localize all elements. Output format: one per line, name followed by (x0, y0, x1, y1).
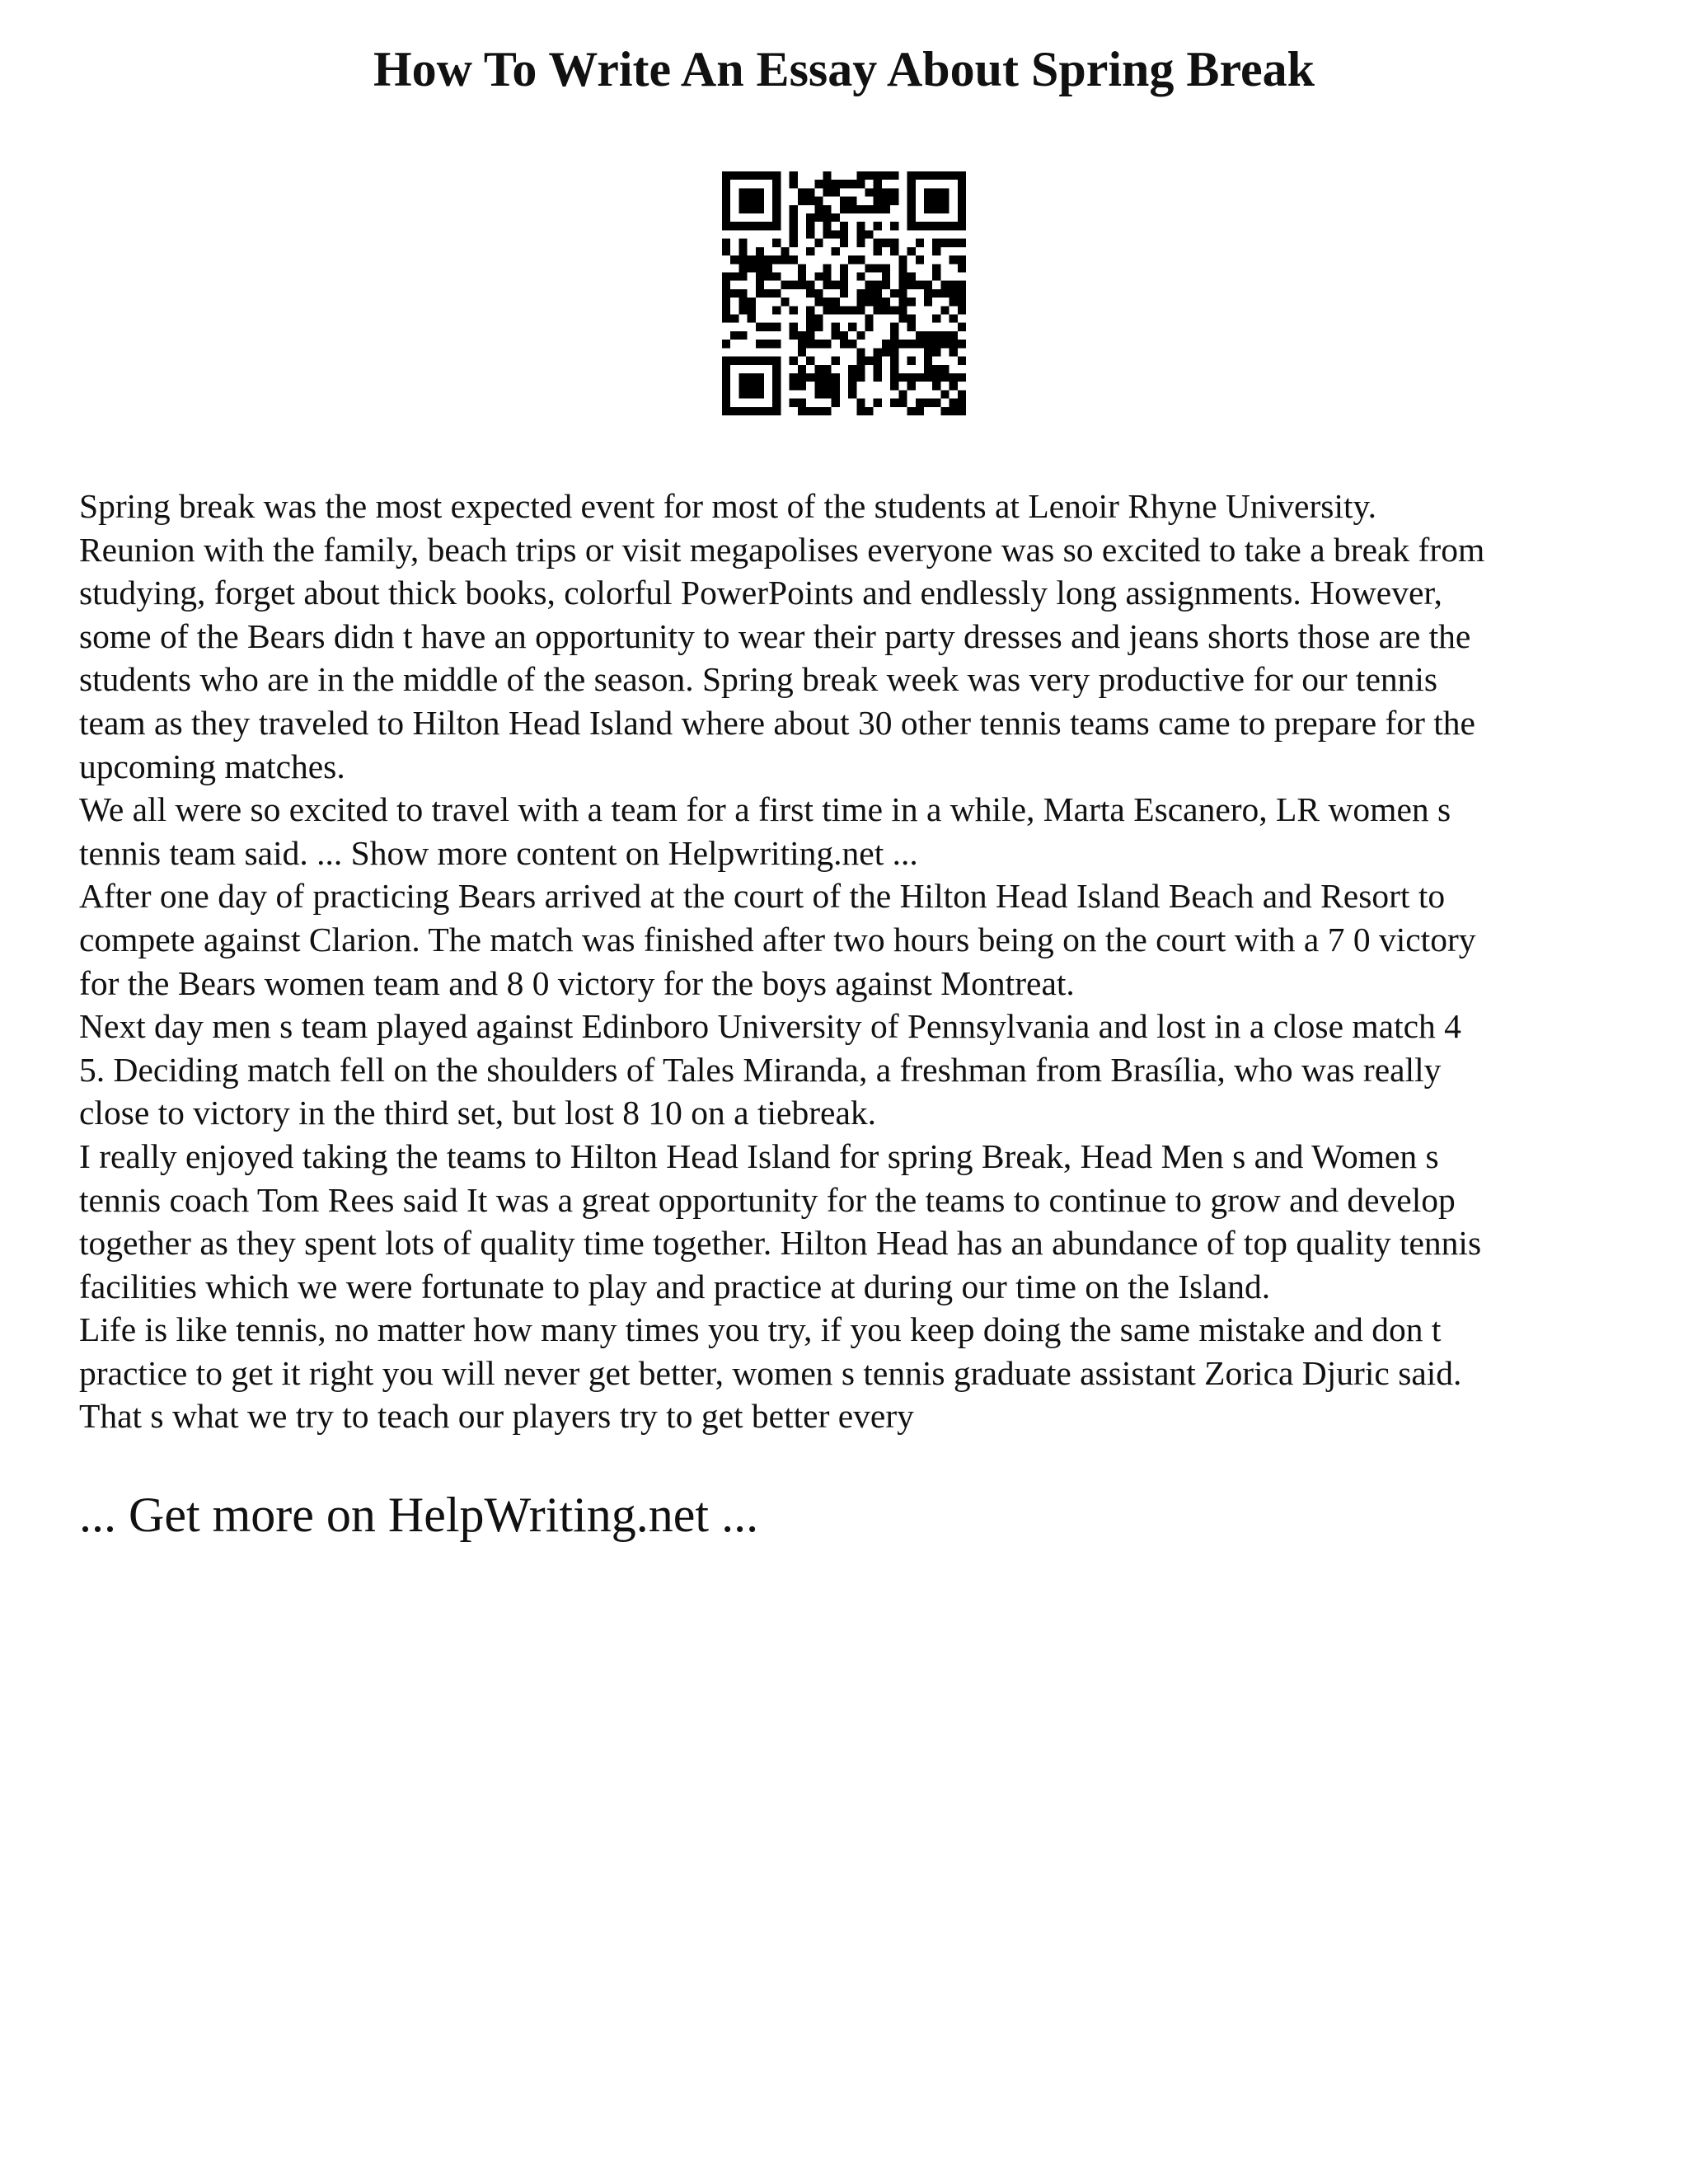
essay-paragraph: Life is like tennis, no matter how many times you try, if you keep doing the same mistake and don t practice to get it right you will never get better, women s tennis graduate assistant Zorica Djuric said. That s what we try to teach our players try to get better every (79, 1310, 1462, 1436)
essay-paragraph: After one day of practicing Bears arrived at the court of the Hilton Head Island Beach and Resort to compete against Clarion. The match was finished after two hours being on the court with a 7 0 victory for the Bears women team and 8 0 victory for the boys against Montreat. (79, 877, 1476, 1002)
essay-body (79, 485, 1629, 1438)
more-content-link[interactable]: ... Get more on HelpWriting.net ... (79, 1488, 759, 1542)
essay-paragraph: Next day men s team played against Edinboro University of Pennsylvania and lost in a close match 4 5. Deciding match fell on the shoulders of Tales Miranda, a freshman from Brasília, who was really close to victory in the third set, but lost 8 10 on a tiebreak. (79, 1007, 1461, 1132)
essay-paragraph: We all were so excited to travel with a team for a first time in a while, Marta Escanero, LR women s tennis team said. ... Show more content on Helpwriting.net ... (79, 790, 1451, 872)
essay-paragraph: I really enjoyed taking the teams to Hilton Head Island for spring Break, Head Men s and Women s tennis coach Tom Rees said It was a great opportunity for the teams to continue to grow and develop together as they spent lots of quality time together. Hilton Head has an abundance of top quality tennis facilities which we were fortunate to play and practice at during our time on the Island. (79, 1137, 1482, 1305)
essay-paragraph: Spring break was the most expected event for most of the students at Lenoir Rhyne University. Reunion with the family, beach trips or visit megapolises everyone was so excited to take a break from studying, forget about thick books, colorful PowerPoints and endlessly long assignments. However, some of the Bears didn t have an opportunity to wear their party dresses and jeans shorts those are the students who are in the middle of the season. Spring break week was very productive for our tennis team as they traveled to Hilton Head Island where about 30 other tennis teams came to prepare for the upcoming matches. (79, 487, 1485, 785)
document-title: How To Write An Essay About Spring Break (373, 42, 1315, 96)
qr-code-image (722, 171, 966, 415)
qr-code (722, 171, 966, 415)
